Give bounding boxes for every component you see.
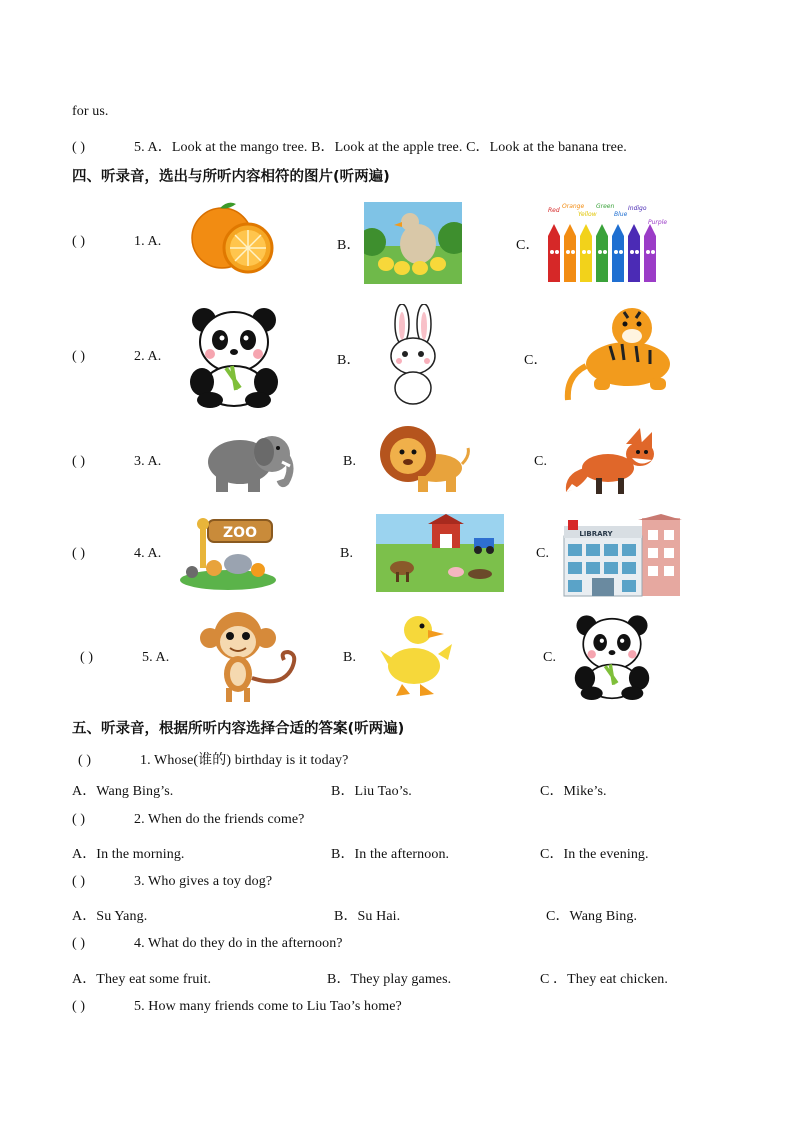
svg-text:LIBRARY: LIBRARY [579,530,613,538]
svg-text:Yellow: Yellow [578,211,597,218]
listen-question-4 [72,936,343,952]
option-b-label: B. [343,454,357,469]
pic-question-2 [72,349,161,365]
listen-question-2 [72,812,305,828]
answer-blank[interactable]: ( ) [72,936,86,951]
answer-blank[interactable]: ( ) [72,874,86,889]
panda-icon[interactable] [186,304,282,408]
option-c[interactable]: C．In the evening. [540,847,649,862]
fox-icon[interactable] [562,424,658,496]
option-c-label: C． [516,238,540,253]
svg-text:ZOO: ZOO [223,525,257,541]
section3-question-5 [72,136,627,156]
panda-icon[interactable] [570,612,654,700]
pic-question-4 [72,546,161,562]
answer-blank[interactable]: ( ) [72,454,86,469]
tiger-icon[interactable] [558,304,676,402]
svg-text:Purple: Purple [648,219,668,226]
listen-question-1 [78,749,348,769]
monkey-icon[interactable] [198,612,306,704]
answer-blank[interactable]: ( ) [72,546,86,561]
option-a[interactable]: A．They eat some fruit. [72,972,212,987]
answer-blank[interactable]: ( ) [72,234,86,249]
option-b-label: B． [337,238,361,253]
option-b[interactable]: B．In the afternoon. [331,847,450,862]
pic-question-5 [80,650,169,666]
option-c[interactable]: C ．They eat chicken. [540,972,668,987]
option-b-label: B. [340,546,354,561]
library-icon[interactable] [562,514,682,600]
listen-question-3 [72,874,272,890]
duck-icon[interactable] [378,614,456,698]
option-c[interactable]: C．Mike’s. [540,784,607,799]
option-a[interactable]: A．Wang Bing’s. [72,784,174,799]
svg-text:Blue: Blue [614,211,628,218]
option-b[interactable]: B．They play games. [327,972,452,987]
question-text: 5. A．Look at the mango tree. B．Look at the apple tree. C．Look at the banana tree. [134,140,627,155]
option-b-label: B. [343,650,357,665]
listen-question-5 [72,999,402,1015]
option-a[interactable]: A．Su Yang. [72,909,148,924]
answer-blank[interactable]: ( ) [72,999,86,1014]
question-number: 3. A. [134,454,162,469]
question-text: 1. Whose(谁的) birthday is it today? [140,753,349,768]
answer-blank[interactable]: ( ) [72,349,86,364]
option-b-label: B． [337,353,361,368]
continuation-text: for us. [72,104,109,119]
duck-family-icon[interactable] [364,202,462,284]
farm-icon[interactable] [376,514,504,592]
elephant-icon[interactable] [200,426,296,494]
option-c[interactable]: C．Wang Bing. [546,909,638,924]
section-4-heading: 四、听录音，选出与所听内容相符的图片(听两遍) [72,169,390,185]
svg-text:Green: Green [596,203,615,210]
question-number: 5. A. [142,650,170,665]
question-text: 2. When do the friends come? [134,812,305,827]
option-c-label: C. [536,546,550,561]
option-b[interactable]: B．Liu Tao’s. [331,784,412,799]
option-c-label: C. [534,454,548,469]
section-5-heading: 五、听录音，根据所听内容选择合适的答案(听两遍) [72,721,405,737]
option-a[interactable]: A．In the morning. [72,847,185,862]
rabbit-icon[interactable] [382,304,444,406]
question-text: 3. Who gives a toy dog? [134,874,273,889]
orange-icon[interactable] [190,202,276,274]
question-text: 4. What do they do in the afternoon? [134,936,343,951]
pic-question-3 [72,454,161,470]
lion-icon[interactable] [378,424,470,494]
question-number: 4. A. [134,546,162,561]
svg-text:Red: Red [548,207,560,214]
svg-text:Indigo: Indigo [628,205,647,212]
answer-blank[interactable]: ( ) [72,812,86,827]
answer-blank[interactable]: ( ) [78,753,92,768]
answer-blank[interactable]: ( ) [80,650,94,665]
answer-blank[interactable]: ( ) [72,140,86,155]
option-b[interactable]: B．Su Hai. [334,909,401,924]
option-c-label: C. [543,650,557,665]
svg-text:Orange: Orange [562,203,585,210]
question-number: 2. A. [134,349,162,364]
zoo-icon[interactable] [180,516,276,590]
colored-pencils-icon[interactable] [544,202,672,284]
pic-question-1 [72,234,161,250]
option-c-label: C． [524,353,548,368]
question-text: 5. How many friends come to Liu Tao’s home? [134,999,402,1014]
question-number: 1. A. [134,234,162,249]
